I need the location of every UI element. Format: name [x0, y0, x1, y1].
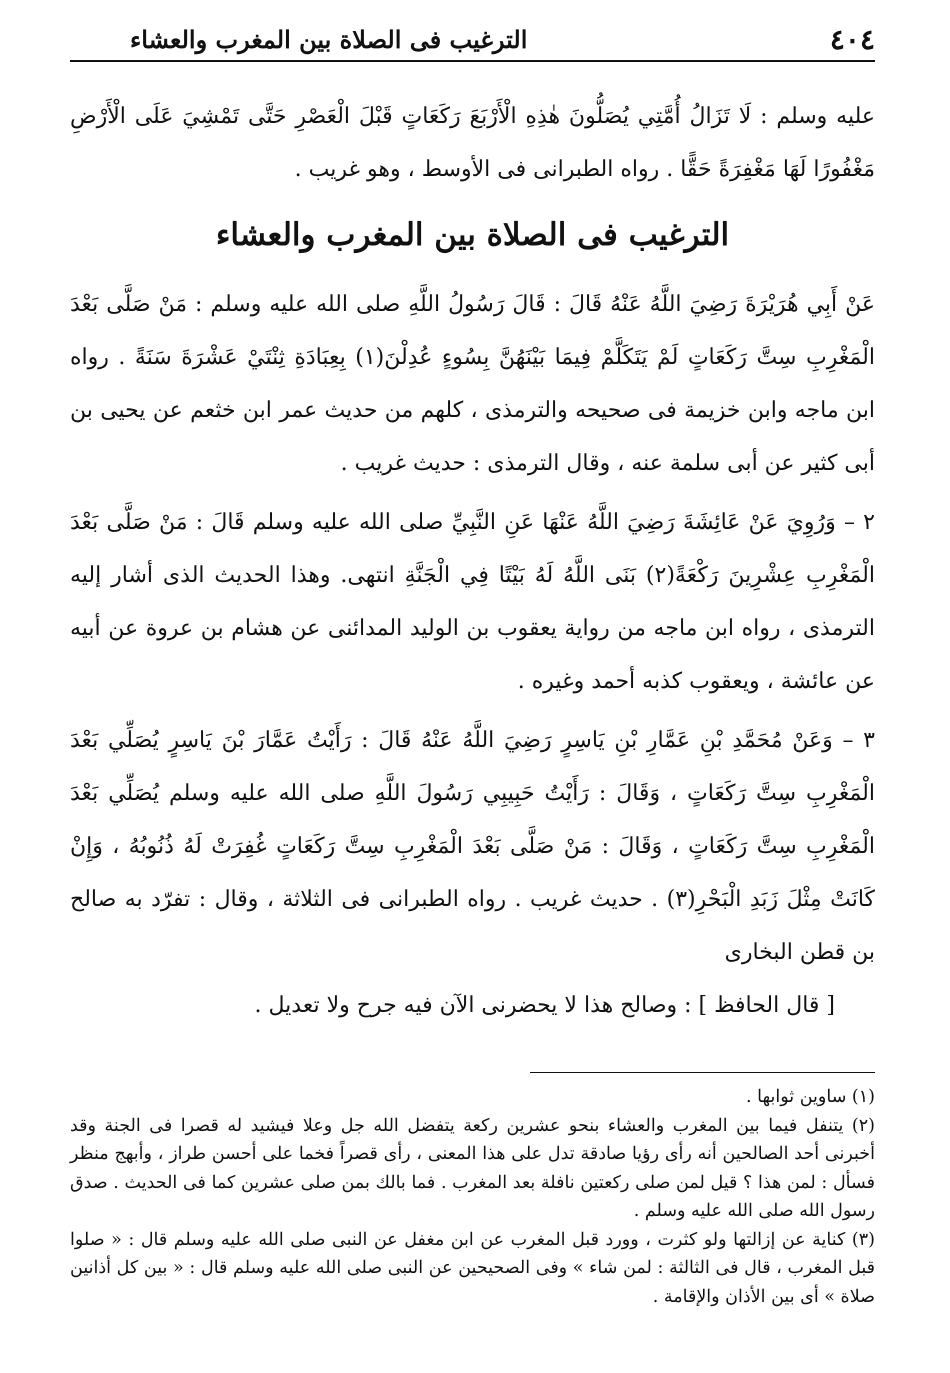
hadith-3: ٣ – وَعَنْ مُحَمَّدِ بْنِ عَمَّارِ بْنِ يَاسِرٍ رَضِيَ اللَّهُ عَنْهُ قَالَ : رَأَيْتُ عَمَّارَ بْنَ يَاسِرٍ يُصَلِّي بَعْدَ الْمَغْرِبِ سِتَّ رَكَعَاتٍ ، وَقَالَ : رَأَيْتُ حَبِيبِي رَسُولَ اللَّهِ صلى الله عليه وسلم يُصَلِّي بَعْدَ الْمَغْرِبِ سِتَّ رَكَعَاتٍ ، وَقَالَ : مَنْ صَلَّى بَعْدَ الْمَغْرِبِ سِتَّ رَكَعَاتٍ غُفِرَتْ لَهُ ذُنُوبُهُ ، وَإِنْ كَانَتْ مِثْلَ زَبَدِ الْبَحْرِ(٣) . حديث غريب . رواه الطبرانى فى الثلاثة ، وقال : تفرّد به صالح بن قطن البخارى: [70, 728, 875, 965]
hadith-1: عَنْ أَبِي هُرَيْرَةَ رَضِيَ اللَّهُ عَنْهُ قَالَ : قَالَ رَسُولُ اللَّهِ صلى الله عليه وسلم : مَنْ صَلَّى بَعْدَ الْمَغْرِبِ سِتَّ رَكَعَاتٍ لَمْ يَتَكَلَّمْ فِيمَا بَيْنَهُنَّ بِسُوءٍ عُدِلْنَ(١) بِعِبَادَةِ ثِنْتَيْ عَشْرَةَ سَنَةً . رواه ابن ماجه وابن خزيمة فى صحيحه والترمذى ، كلهم من حديث عمر ابن خثعم عن يحيى بن أبى كثير عن أبى سلمة عنه ، وقال الترمذى : حديث غريب .: [70, 292, 875, 476]
book-page: [70, 18, 875, 1311]
hadith-2: ٢ – وَرُوِيَ عَنْ عَائِشَةَ رَضِيَ اللَّهُ عَنْهَا عَنِ النَّبِيِّ صلى الله عليه وسلم قَالَ : مَنْ صَلَّى بَعْدَ الْمَغْرِبِ عِشْرِينَ رَكْعَةً(٢) بَنَى اللَّهُ لَهُ بَيْتًا فِي الْجَنَّةِ انتهى. وهذا الحديث الذى أشار إليه الترمذى ، رواه ابن ماجه من رواية يعقوب بن الوليد المدائنى عن هشام بن عروة عن أبيه عن عائشة ، ويعقوب كذبه أحمد وغيره .: [70, 510, 875, 694]
running-title: الترغيب فى الصلاة بين المغرب والعشاء: [130, 24, 528, 54]
section-title: الترغيب فى الصلاة بين المغرب والعشاء: [215, 217, 730, 253]
footnote-2: (٢) يتنفل فيما بين المغرب والعشاء بنحو عشرين ركعة يتفضل الله جل وعلا فيشيد له قصرا فى الجنة وقد أخبرنى أحد الصالحين أنه رأى رؤيا صادقة تدل على هذا المعنى ، رأى قصراً فخما على أحسن طراز ، وأبهج منظر فسأل : لمن هذا ؟ قيل لمن صلى ركعتين نافلة بعد المغرب . فما بالك بمن صلى عشرين كما فى الحديث . صدق رسول الله صلى الله عليه وسلم .: [70, 1115, 875, 1221]
footnote-divider: [530, 1072, 875, 1073]
footnote-1: (١) ساوين ثوابها .: [746, 1087, 875, 1107]
page-header: [70, 18, 875, 62]
footnote-3: (٣) كناية عن إزالتها ولو كثرت ، وورد قبل المغرب عن ابن مغفل عن النبى صلى الله عليه وسلم قال : « صلوا قبل المغرب ، قال فى الثالثة : لمن شاء » وفى الصحيحين عن النبى صلى الله عليه وسلم قال : « بين كل أذانين صلاة » أى بين الأذان والإقامة .: [70, 1229, 875, 1307]
paragraph-intro: عليه وسلم : لَا تَزَالُ أُمَّتِي يُصَلُّونَ هٰذِهِ الْأَرْبَعَ رَكَعَاتٍ قَبْلَ الْعَصْرِ حَتَّى تَمْشِيَ عَلَى الْأَرْضِ مَغْفُورًا لَهَا مَغْفِرَةً حَقًّا . رواه الطبرانى فى الأوسط ، وهو غريب .: [70, 104, 875, 182]
hafiz-comment: [ قال الحافظ ] : وصالح هذا لا يحضرنى الآن فيه جرح ولا تعديل .: [254, 993, 835, 1018]
footnotes: [70, 1083, 875, 1311]
page-number: ٤٠٤: [829, 22, 875, 56]
